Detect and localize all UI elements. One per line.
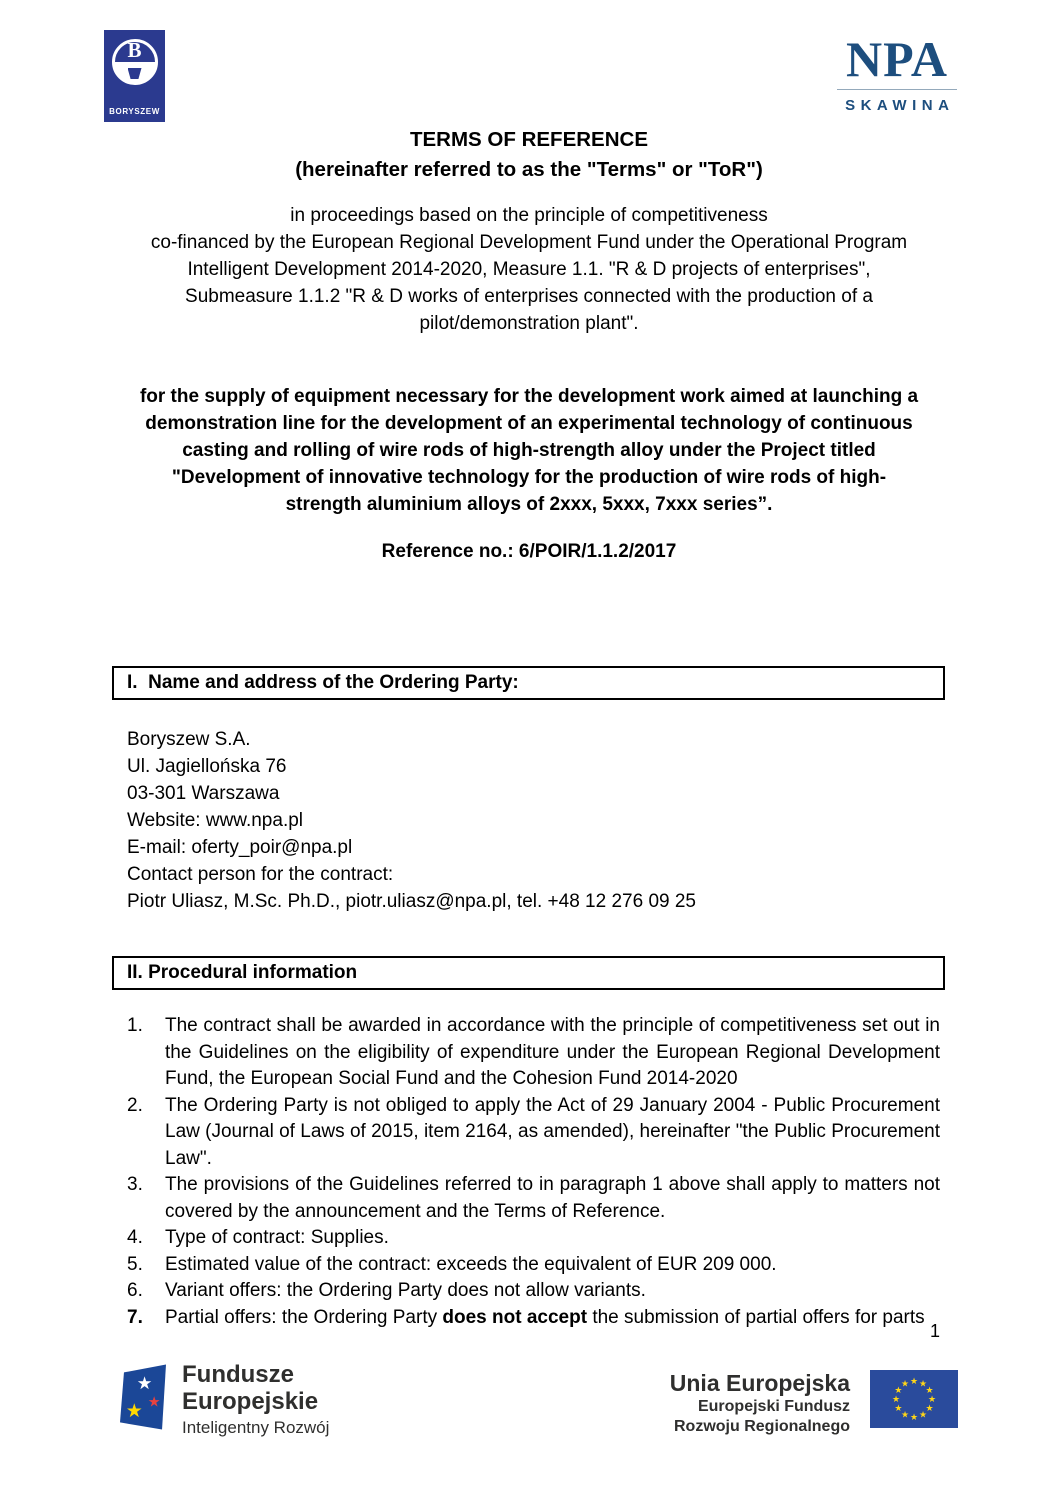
svg-text:★: ★: [894, 1404, 903, 1414]
address-line-contact-label: Contact person for the contract:: [127, 864, 394, 885]
svg-text:★: ★: [918, 1379, 928, 1390]
fundusze-title-line-1: Fundusze: [182, 1361, 294, 1388]
svg-text:★: ★: [909, 1413, 919, 1423]
list-item: [127, 1093, 940, 1173]
unia-title: Unia Europejska: [669, 1370, 850, 1396]
svg-text:★: ★: [891, 1395, 901, 1405]
list-item-text: Variant offers: the Ordering Party does not allow variants.: [165, 1280, 646, 1301]
npa-wordmark: NPA: [845, 31, 949, 87]
list-item-text: Estimated value of the contract: exceeds the equivalent of EUR 209 000.: [165, 1253, 777, 1275]
reference-number: Reference no.: 6/POIR/1.1.2/2017: [381, 541, 677, 562]
ordering-party-address: [127, 726, 696, 915]
fundusze-title: [182, 1361, 329, 1415]
svg-text:★: ★: [909, 1377, 919, 1387]
boryszew-monogram: B: [127, 38, 142, 62]
list-item-number: 3.: [127, 1174, 143, 1195]
npa-divider: [837, 89, 957, 90]
subject-line: demonstration line for the development of an experimental technology of continuous: [145, 413, 913, 434]
section-2-heading: II. Procedural information: [112, 956, 945, 990]
fundusze-title-line-2: Europejskie: [182, 1388, 319, 1415]
intro-line: Submeasure 1.1.2 "R & D works of enterprises connected with the production of a: [185, 286, 873, 307]
unia-europejska-logo: [670, 1370, 958, 1437]
svg-text:★: ★: [925, 1404, 934, 1414]
intro-line: co-financed by the European Regional Development Fund under the Operational Program: [150, 232, 908, 253]
address-line-city: 03-301 Warszawa: [127, 783, 280, 804]
boryszew-emblem-icon: [112, 39, 158, 85]
list-item: [127, 1013, 940, 1093]
npa-skawina-logo: [836, 31, 958, 114]
list-item-text: Type of contract: Supplies.: [165, 1227, 389, 1248]
list-item-text: The provisions of the Guidelines referred to in paragraph 1 above shall apply to matters not covered by the announcement and the Terms of Reference.: [165, 1174, 940, 1222]
svg-text:★: ★: [900, 1410, 910, 1421]
list-item: [127, 1278, 940, 1305]
section-1-heading: I. Name and address of the Ordering Party:: [112, 666, 945, 700]
subject-line: casting and rolling of wire rods of high-strength alloy under the Project titled: [182, 440, 876, 461]
address-line-website: Website: www.npa.pl: [127, 810, 304, 831]
list-item: [127, 1252, 940, 1279]
list-item-number: 2.: [127, 1094, 143, 1116]
address-line-email: E-mail: oferty_poir@npa.pl: [127, 837, 353, 858]
list-item-number: 4.: [127, 1227, 143, 1248]
address-line-company: Boryszew S.A.: [127, 729, 251, 750]
list-item: [127, 1172, 940, 1225]
fundusze-text-block: [182, 1357, 329, 1438]
unia-subtitle-line-1: Europejski Fundusz: [697, 1398, 850, 1415]
intro-line: in proceedings based on the principle of competitiveness: [290, 205, 768, 226]
title-line-1: TERMS OF REFERENCE: [409, 128, 649, 151]
list-item-text: The Ordering Party is not obliged to apply the Act of 29 January 2004 - Public Procurement Law (Journal of Laws of 2015, item 2164, as amended), hereinafter "the Public Procurement Law".: [165, 1094, 940, 1169]
intro-line: pilot/demonstration plant".: [419, 313, 639, 334]
npa-city-label: SKAWINA: [845, 97, 955, 114]
subject-line: "Development of innovative technology for the production of wire rods of high-: [171, 467, 887, 488]
fundusze-europejskie-logo: [120, 1357, 329, 1438]
list-item-text-bold: does not accept: [442, 1306, 588, 1328]
svg-text:★: ★: [125, 1399, 143, 1422]
unia-text-block: [670, 1370, 850, 1437]
page-number: 1: [929, 1321, 940, 1341]
boryszew-logo: [104, 30, 165, 122]
svg-text:★: ★: [925, 1386, 934, 1396]
eu-flag-icon: [870, 1370, 958, 1428]
ladle-icon: [128, 66, 142, 79]
subject-line: for the supply of equipment necessary for the development work aimed at launching a: [139, 386, 919, 407]
list-item-text-pre: Partial offers: the Ordering Party: [165, 1306, 443, 1328]
fundusze-flag-icon: [120, 1357, 166, 1437]
svg-text:★: ★: [918, 1410, 928, 1421]
list-item-text: The contract shall be awarded in accordance with the principle of competitiveness set out in the Guidelines on the eligibility of expenditure under the European Regional Development Fund, the European Social Fund and the Cohesion Fund 2014-2020: [165, 1015, 940, 1089]
fundusze-subtitle: Inteligentny Rozwój: [182, 1418, 330, 1437]
list-item-text-post: the submission of partial offers for parts: [587, 1306, 925, 1328]
intro-paragraph: [118, 202, 940, 337]
svg-text:★: ★: [927, 1395, 937, 1405]
svg-text:★: ★: [147, 1394, 161, 1411]
address-line-contact-person: Piotr Uliasz, M.Sc. Ph.D., piotr.uliasz@npa.pl, tel. +48 12 276 09 25: [127, 891, 696, 912]
unia-subtitle-line-2: Rozwoju Regionalnego: [674, 1418, 850, 1435]
subject-line: strength aluminium alloys of 2xxx, 5xxx, 7xxx series”.: [285, 494, 773, 515]
list-item-number: 1.: [127, 1015, 143, 1036]
procedural-list: [127, 1013, 940, 1331]
title-line-2: (hereinafter referred to as the "Terms" or "ToR"): [295, 158, 763, 181]
subject-paragraph: [118, 383, 940, 518]
intro-line: Intelligent Development 2014-2020, Measure 1.1. "R & D projects of enterprises",: [187, 259, 871, 280]
list-item-number: 5.: [127, 1253, 143, 1275]
svg-text:★: ★: [894, 1386, 903, 1396]
list-item: [127, 1225, 940, 1252]
document-title: [0, 125, 1058, 185]
address-line-street: Ul. Jagiellońska 76: [127, 756, 287, 777]
svg-text:★: ★: [136, 1374, 153, 1395]
svg-text:★: ★: [900, 1379, 910, 1390]
list-item-number: 6.: [127, 1280, 143, 1301]
boryszew-wordmark: BORYSZEW: [109, 107, 160, 116]
list-item-number: 7.: [127, 1306, 143, 1328]
